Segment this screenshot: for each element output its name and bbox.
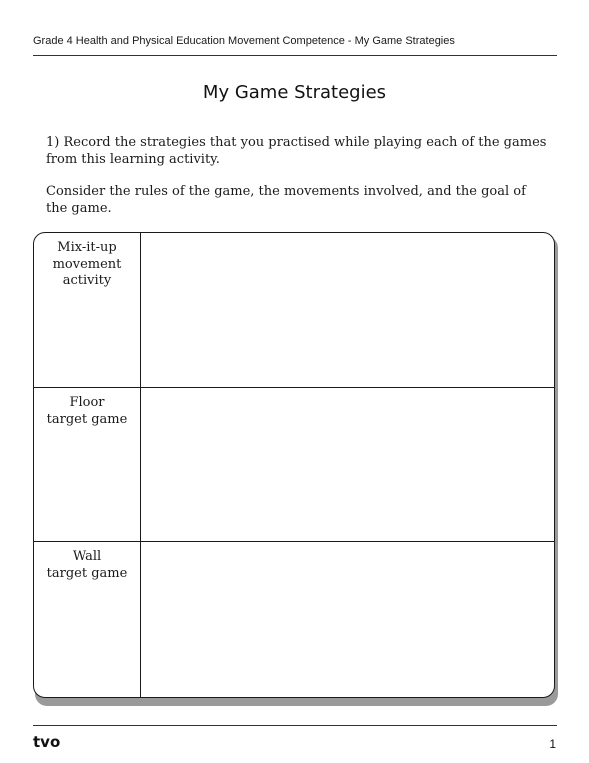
row-label-line: Wall [72,549,102,564]
table-row-mix-it-up [34,233,554,388]
table-row-wall-target [34,542,554,698]
instruction-record-strategies: 1) Record the strategies that you practised while playing each of the games from this learning activity. [46,135,547,167]
page-number: 1 [549,737,556,751]
row-label-mix-it-up [34,233,141,387]
tvo-logo: tvo [33,733,61,751]
strategy-table [33,232,555,698]
row-label-line: Mix-it-up [57,240,117,255]
row-label-wall-target [34,542,141,698]
page-title: My Game Strategies [202,82,387,103]
row-label-floor-target [34,388,141,541]
row-label-line: movement [52,256,122,272]
answer-cell-wall-target[interactable] [141,542,554,698]
header-divider [33,55,557,56]
answer-cell-mix-it-up[interactable] [141,233,554,387]
document-header: Grade 4 Health and Physical Education Movement Competence - My Game Strategies [33,35,455,47]
row-label-line: Floor [69,395,105,410]
instruction-consider-rules: Consider the rules of the game, the movements involved, and the goal of the game. [46,184,526,216]
row-label-line: activity [62,273,112,288]
row-label-line: target game [46,565,128,581]
table-row-floor-target [34,388,554,542]
row-label-line: target game [46,411,128,427]
answer-cell-floor-target[interactable] [141,388,554,541]
footer-divider [33,725,557,726]
